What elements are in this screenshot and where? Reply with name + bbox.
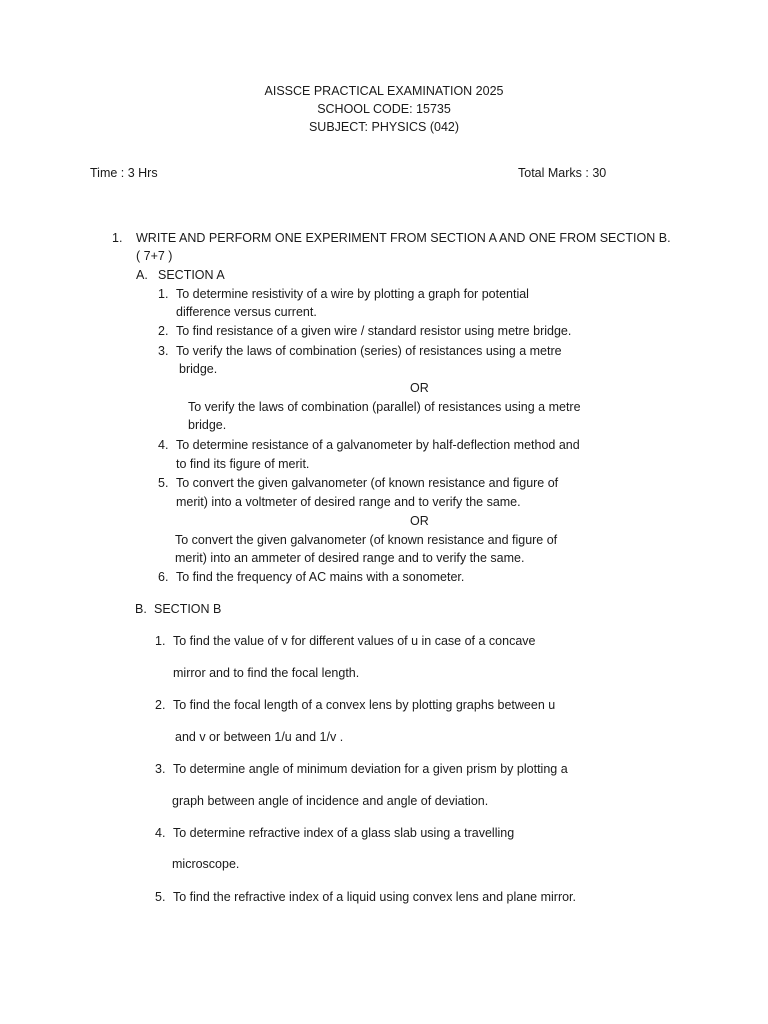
school-code: SCHOOL CODE: 15735	[317, 102, 451, 116]
section-a-item-text: difference versus current.	[176, 305, 317, 319]
section-a-title: SECTION A	[158, 268, 225, 282]
section-b-item-text: To find the focal length of a convex lens by plotting graphs between u	[173, 698, 556, 712]
section-a-item-number: 4.	[158, 438, 169, 452]
section-a-item-text: To find resistance of a given wire / standard resistor using metre bridge.	[176, 324, 572, 338]
section-b-letter: B.	[135, 602, 147, 616]
section-a-item-number: 1.	[158, 287, 169, 301]
section-b-item-text: To determine refractive index of a glass slab using a travelling	[173, 826, 515, 840]
section-a-item-text: bridge.	[179, 362, 218, 376]
section-a-item-text: To convert the given galvanometer (of known resistance and figure of	[176, 476, 559, 490]
section-b-item-text: and v or between 1/u and 1/v .	[175, 730, 344, 744]
section-b-item-text: To find the refractive index of a liquid using convex lens and plane mirror.	[173, 890, 577, 904]
total-marks: Total Marks : 30	[518, 166, 607, 180]
section-a-item-number: 3.	[158, 344, 169, 358]
question-text: WRITE AND PERFORM ONE EXPERIMENT FROM SECTION A AND ONE FROM SECTION B.	[136, 231, 671, 245]
section-b-item-number: 2.	[155, 698, 166, 712]
exam-time: Time : 3 Hrs	[90, 166, 158, 180]
section-b-item-number: 3.	[155, 762, 166, 776]
section-b-item-text: mirror and to find the focal length.	[173, 666, 360, 680]
alternate-experiment-text: bridge.	[188, 418, 227, 432]
question-number: 1.	[112, 231, 123, 245]
section-a-item-number: 2.	[158, 324, 169, 338]
section-b-item-number: 1.	[155, 634, 166, 648]
exam-title: AISSCE PRACTICAL EXAMINATION 2025	[264, 84, 504, 98]
alternate-experiment-text: To verify the laws of combination (parallel) of resistances using a metre	[188, 400, 581, 414]
section-a-letter: A.	[136, 268, 148, 282]
section-b-title: SECTION B	[154, 602, 222, 616]
section-a-item-text: to find its figure of merit.	[176, 457, 310, 471]
section-a-item-number: 5.	[158, 476, 169, 490]
section-b-item-text: microscope.	[172, 857, 240, 871]
section-a-item-number: 6.	[158, 570, 169, 584]
section-b-item-text: To determine angle of minimum deviation for a given prism by plotting a	[173, 762, 568, 776]
section-a-item-text: merit) into a voltmeter of desired range and to verify the same.	[176, 495, 521, 509]
alternate-experiment-text: merit) into an ammeter of desired range and to verify the same.	[175, 551, 525, 565]
section-b-item-text: graph between angle of incidence and angle of deviation.	[172, 794, 489, 808]
section-b-item-number: 4.	[155, 826, 166, 840]
alternate-experiment-text: To convert the given galvanometer (of known resistance and figure of	[175, 533, 558, 547]
section-b-item-text: To find the value of v for different values of u in case of a concave	[173, 634, 536, 648]
subject-line: SUBJECT: PHYSICS (042)	[308, 120, 460, 134]
section-a-item-text: To determine resistance of a galvanometer by half-deflection method and	[176, 438, 580, 452]
section-b-item-number: 5.	[155, 890, 166, 904]
section-a-item-text: To determine resistivity of a wire by plotting a graph for potential	[176, 287, 529, 301]
section-a-item-text: To verify the laws of combination (series) of resistances using a metre	[176, 344, 562, 358]
or-separator: OR	[410, 381, 429, 395]
or-separator: OR	[410, 514, 429, 528]
section-a-item-text: To find the frequency of AC mains with a sonometer.	[176, 570, 465, 584]
question-marks: ( 7+7 )	[136, 249, 173, 263]
